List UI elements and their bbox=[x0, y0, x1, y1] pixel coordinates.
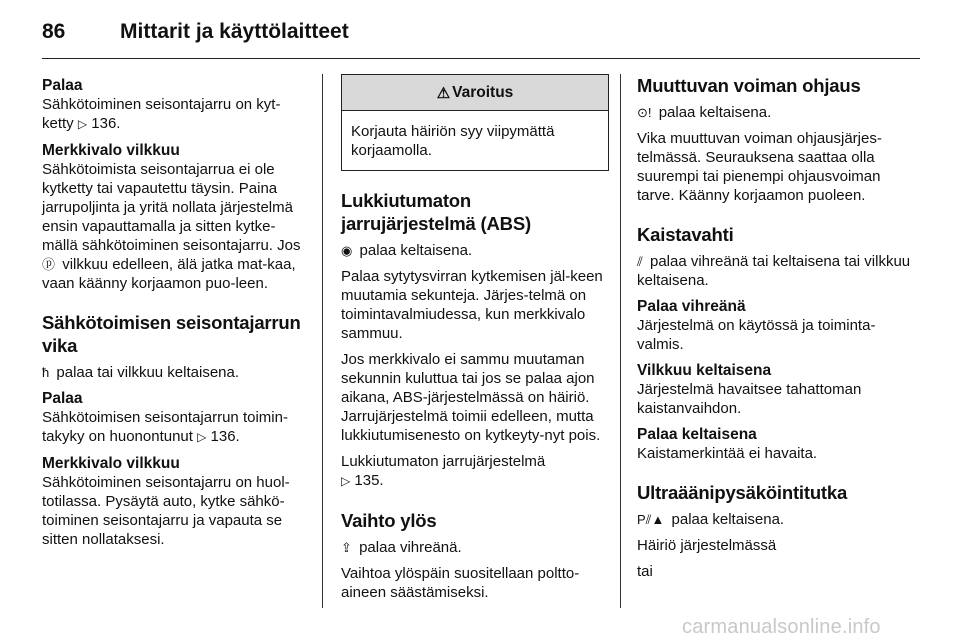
paragraph: P⫽▲ palaa keltaisena. bbox=[637, 511, 785, 528]
warning-text: Korjauta häiriön syy viipymättä korjaamolla. bbox=[351, 123, 555, 159]
chapter-title: Mittarit ja käyttölaitteet bbox=[120, 20, 349, 43]
paragraph: Järjestelmä on käytössä ja toiminta-valmis. bbox=[637, 317, 876, 353]
page-reference-link[interactable]: 136. bbox=[91, 115, 121, 132]
steering-fault-icon: ⊙! bbox=[637, 105, 652, 120]
warning-body bbox=[342, 111, 608, 170]
warning-header bbox=[342, 75, 608, 111]
warning-triangle-icon: ⚠ bbox=[436, 84, 451, 102]
page-number: 86 bbox=[42, 20, 66, 43]
paragraph: Vaihtoa ylöspäin suositellaan poltto-aineen säästämiseksi. bbox=[341, 565, 580, 601]
paragraph: ħ palaa tai vilkkuu keltaisena. bbox=[42, 364, 240, 381]
watermark: carmanualsonline.info bbox=[682, 616, 881, 638]
page-header bbox=[42, 16, 920, 56]
section-title-parking: Ultraäänipysäköintitutka bbox=[637, 482, 848, 503]
paragraph: ⫽ palaa vihreänä tai keltaisena tai vilkkuu keltaisena. bbox=[637, 253, 911, 289]
warning-box bbox=[341, 74, 609, 171]
paragraph: Sähkötoiminen seisontajarru on kyt-ketty ▷ 136. bbox=[42, 96, 281, 132]
column-divider-2 bbox=[620, 74, 621, 608]
section-title-steering: Muuttuvan voiman ohjaus bbox=[637, 75, 861, 96]
paragraph: Jos merkkivalo ei sammu muutaman sekunnin kuluttua tai jos se palaa ajon aikana, ABS-järjestelmässä on häiriö. Jarrujärjestelmä toimii edelleen, mutta lukkiutumisenesto on kytkeyty-nyt pois. bbox=[341, 351, 601, 444]
reference-arrow-icon: ▷ bbox=[197, 430, 207, 444]
header-divider bbox=[42, 58, 920, 59]
paragraph: Kaistamerkintää ei havaita. bbox=[637, 445, 818, 462]
abs-icon: ◉ bbox=[341, 243, 353, 258]
subheading-palaa-2: Palaa bbox=[42, 390, 83, 407]
paragraph: ⊙! palaa keltaisena. bbox=[637, 104, 772, 121]
subheading-vilkkuu: Merkkivalo vilkkuu bbox=[42, 142, 180, 159]
column-2 bbox=[341, 74, 609, 609]
paragraph: ⇪ palaa vihreänä. bbox=[341, 539, 462, 556]
paragraph: Sähkötoiminen seisontajarru on huol-totilassa. Pysäytä auto, kytke sähkö-toiminen seisontajarru ja vapauta se sitten nollataksesi. bbox=[42, 474, 290, 548]
parking-brake-icon: ⓟ bbox=[42, 257, 56, 272]
subheading-green: Palaa vihreänä bbox=[637, 298, 746, 315]
paragraph: Lukkiutumaton jarrujärjestelmä ▷ 135. bbox=[341, 453, 546, 489]
warning-title: Varoitus bbox=[452, 83, 514, 101]
lane-departure-icon: ⫽ bbox=[637, 254, 643, 269]
paragraph: ◉ palaa keltaisena. bbox=[341, 242, 473, 259]
brake-fault-icon: ħ bbox=[42, 365, 50, 380]
paragraph: Sähkötoimista seisontajarrua ei ole kytketty tai vapautettu täysin. Paina jarrupoljinta ja yritä nollata järjestelmä ensin vapauttamalla ja sitten kytke-mällä sähkötoiminen seisontajarru. Jos ⓟ vilkkuu edelleen, älä jatka mat-kaa, vaan käänny korjaamon puo-leen. bbox=[42, 161, 301, 292]
column-divider-1 bbox=[322, 74, 323, 608]
reference-arrow-icon: ▷ bbox=[341, 474, 351, 488]
paragraph: Palaa sytytysvirran kytkemisen jäl-keen muutamia sekunteja. Järjes-telmä on toimintavalmiudessa, kun merkkivalo sammuu. bbox=[341, 268, 603, 342]
upshift-icon: ⇪ bbox=[341, 540, 352, 555]
paragraph: Järjestelmä havaitsee tahattoman kaistanvaihdon. bbox=[637, 381, 862, 417]
subheading-yellow: Palaa keltaisena bbox=[637, 426, 757, 443]
section-title-abs: Lukkiutumaton jarrujärjestelmä (ABS) bbox=[341, 190, 531, 234]
reference-arrow-icon: ▷ bbox=[77, 117, 88, 131]
paragraph: Vika muuttuvan voiman ohjausjärjes-telmässä. Seurauksena saattaa olla suurempi tai pienempi ohjausvoiman tarve. Käänny korjaamon puoleen. bbox=[637, 130, 882, 204]
subheading-blink: Vilkkuu keltaisena bbox=[637, 362, 772, 379]
ultrasonic-parking-icon: P⫽▲ bbox=[637, 512, 665, 527]
paragraph: Häiriö järjestelmässä bbox=[637, 537, 777, 554]
page-reference-link[interactable]: 136. bbox=[210, 428, 240, 445]
paragraph: tai bbox=[637, 563, 653, 580]
column-3 bbox=[637, 74, 919, 588]
subheading-vilkkuu-2: Merkkivalo vilkkuu bbox=[42, 455, 180, 472]
section-title-lane: Kaistavahti bbox=[637, 224, 734, 245]
column-1 bbox=[42, 74, 310, 556]
section-title-upshift: Vaihto ylös bbox=[341, 510, 437, 531]
page-reference-link[interactable]: 135. bbox=[354, 472, 384, 489]
subheading-palaa: Palaa bbox=[42, 77, 83, 94]
paragraph: Sähkötoimisen seisontajarrun toimin-takyky on huonontunut ▷ 136. bbox=[42, 409, 288, 445]
section-title-brake-fault: Sähkötoimisen seisontajarrun vika bbox=[42, 312, 301, 356]
